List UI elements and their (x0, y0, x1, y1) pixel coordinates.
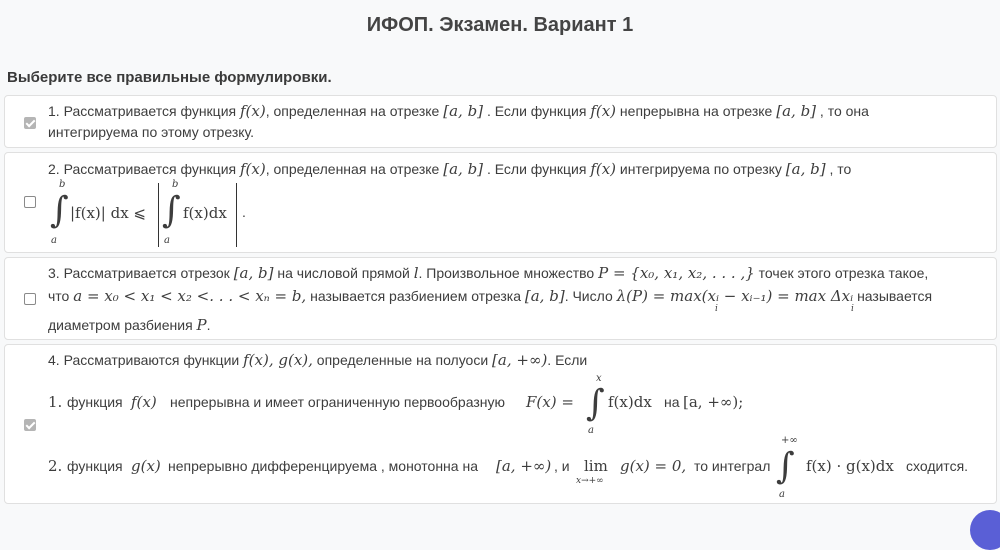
option-2-formula: b ∫ a |f(x)| dx ⩽ b ∫ a f(x)dx . (50, 179, 246, 246)
option-3[interactable] (4, 257, 997, 340)
integral-sign: ∫ (50, 190, 69, 231)
question-text: Выберите все правильные формулировки. (7, 69, 332, 86)
page-title: ИФОП. Экзамен. Вариант 1 (366, 14, 634, 36)
option-1-checkbox[interactable] (24, 117, 36, 129)
max-subscript-1: i (715, 304, 718, 314)
option-3-checkbox[interactable] (24, 293, 36, 305)
max-subscript-2: i (851, 304, 854, 314)
option-2[interactable] (4, 152, 997, 253)
option-3-line3: диаметром разбиения P. (48, 316, 211, 334)
option-3-line2: что a = x₀ < x₁ < x₂ <. . . < xₙ = b, называется разбиением отрезка [a, b]. Число λ(P) = max(xᵢ − xᵢ₋₁) = max Δxᵢ называется (48, 287, 933, 305)
option-4-item-1: 1. функция f(x) непрерывна и имеет ограниченную первообразную F(x) = x ∫ a f(x)dx на [a, +∞); (48, 373, 744, 436)
option-4-checkbox[interactable] (24, 419, 36, 431)
option-3-line1: 3. Рассматривается отрезок [a, b] на числовой прямой l. Произвольное множество P = {x₀, x₁, x₂, . . . ,} точек этого отрезка такое, (48, 264, 929, 282)
option-2-line1: 2. Рассматривается функция f(x), определенная на отрезке [a, b] . Если функция f(x) интегрируема по отрезку [a, b] , то (48, 160, 852, 178)
option-4-item-2: 2. функция g(x) непрерывно дифференцируема , монотонна на [a, +∞) , и lim x→+∞ g(x) = 0, то интеграл +∞ ∫ a f(x) · g(x)dx сходится. (48, 435, 969, 500)
option-1[interactable] (4, 95, 997, 148)
option-2-checkbox[interactable] (24, 196, 36, 208)
option-4-line1: 4. Рассматриваются функции f(x), g(x), определенные на полуоси [a, +∞). Если (48, 351, 588, 369)
option-4[interactable] (4, 344, 997, 504)
option-1-text: 1. Рассматривается функция f(x), определенная на отрезке [a, b] . Если функция f(x) непрерывна на отрезке [a, b] , то она интегрируема по этому отрезку. (48, 102, 869, 140)
floating-action-button[interactable] (970, 510, 1000, 550)
